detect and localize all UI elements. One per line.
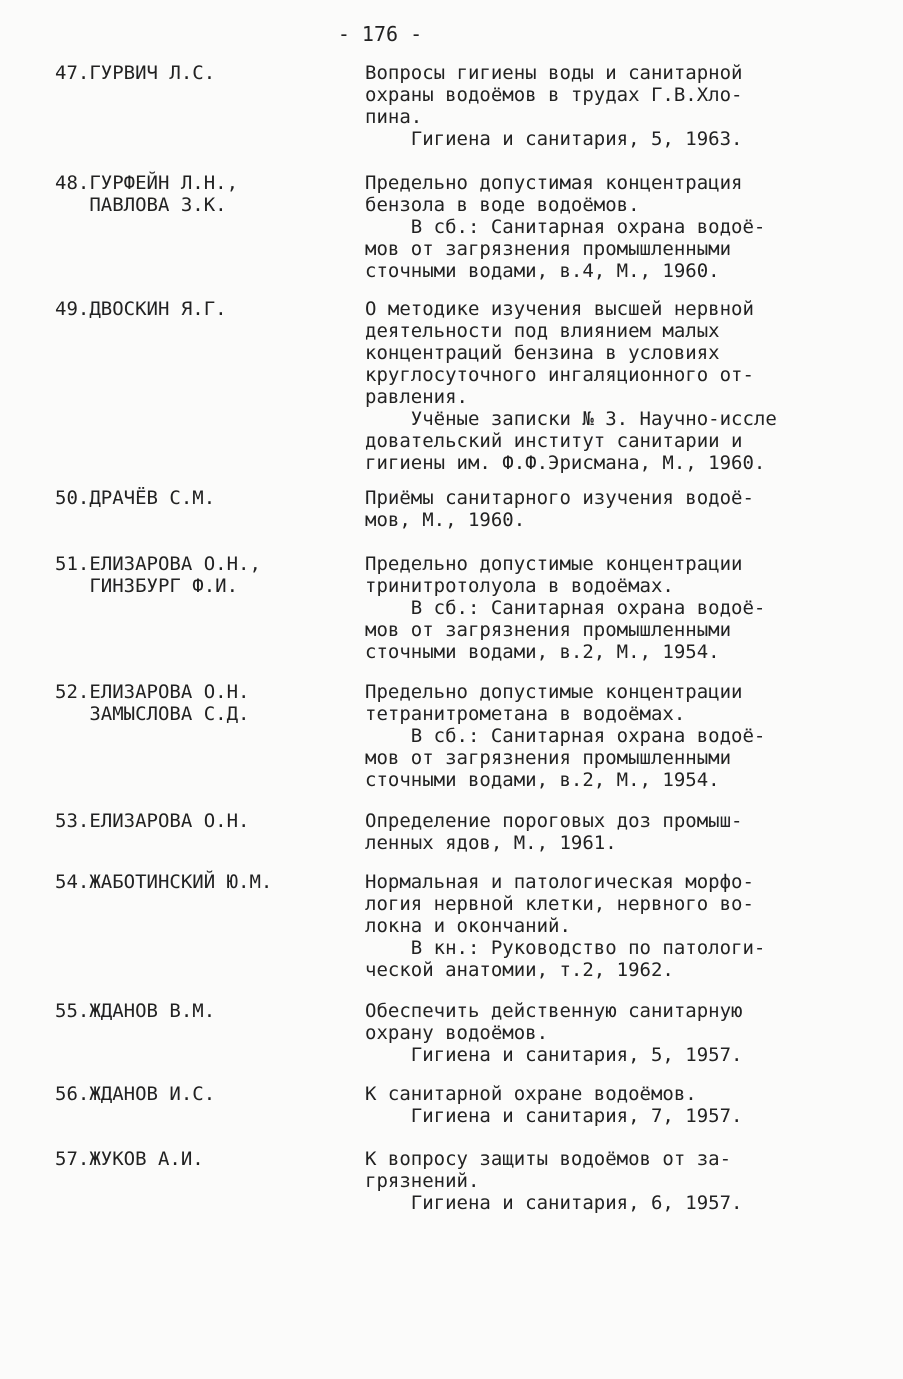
author-line: 49.ДВОСКИН Я.Г. bbox=[55, 298, 227, 320]
work-line: довательский институт санитарии и bbox=[365, 430, 743, 452]
work-line: мов от загрязнения промышленными bbox=[365, 747, 732, 769]
work-line: Предельно допустимые концентрации bbox=[365, 681, 743, 703]
entry-author bbox=[55, 1000, 355, 1022]
author-line: 56.ЖДАНОВ И.С. bbox=[55, 1083, 216, 1105]
work-line: Гигиена и санитария, 5, 1957. bbox=[365, 1044, 743, 1066]
work-line: сточными водами, в.2, М., 1954. bbox=[365, 769, 720, 791]
work-line: Приёмы санитарного изучения водоё- bbox=[365, 487, 754, 509]
entry-author bbox=[55, 681, 355, 725]
work-line: бензола в воде водоёмов. bbox=[365, 194, 640, 216]
entry-work bbox=[365, 298, 865, 474]
work-line: Предельно допустимая концентрация bbox=[365, 172, 743, 194]
work-line: Вопросы гигиены воды и санитарной bbox=[365, 62, 743, 84]
entry-author bbox=[55, 553, 355, 597]
author-line: 55.ЖДАНОВ В.М. bbox=[55, 1000, 216, 1022]
work-line: логия нервной клетки, нервного во- bbox=[365, 893, 754, 915]
author-line: 57.ЖУКОВ А.И. bbox=[55, 1148, 204, 1170]
entry-author bbox=[55, 62, 355, 84]
work-line: деятельности под влиянием малых bbox=[365, 320, 720, 342]
entry-work bbox=[365, 172, 865, 282]
work-line: гигиены им. Ф.Ф.Эрисмана, М., 1960. bbox=[365, 452, 766, 474]
entry-author bbox=[55, 1083, 355, 1105]
work-line: Гигиена и санитария, 6, 1957. bbox=[365, 1192, 743, 1214]
author-line: ПАВЛОВА З.К. bbox=[55, 194, 227, 216]
work-line: тетранитрометана в водоёмах. bbox=[365, 703, 686, 725]
work-line: концентраций бензина в условиях bbox=[365, 342, 720, 364]
entry-author bbox=[55, 871, 355, 893]
entry-work bbox=[365, 681, 865, 791]
work-line: Гигиена и санитария, 7, 1957. bbox=[365, 1105, 743, 1127]
work-line: Учёные записки № 3. Научно-иссле bbox=[365, 408, 777, 430]
work-line: Определение пороговых доз промыш- bbox=[365, 810, 743, 832]
entry-author bbox=[55, 487, 355, 509]
author-line: 51.ЕЛИЗАРОВА О.Н., bbox=[55, 553, 261, 575]
work-line: ческой анатомии, т.2, 1962. bbox=[365, 959, 674, 981]
entry-work bbox=[365, 487, 865, 531]
work-line: сточными водами, в.2, М., 1954. bbox=[365, 641, 720, 663]
entry-work bbox=[365, 62, 865, 150]
author-line: 53.ЕЛИЗАРОВА О.Н. bbox=[55, 810, 250, 832]
work-line: мов от загрязнения промышленными bbox=[365, 619, 732, 641]
work-line: охраны водоёмов в трудах Г.В.Хло- bbox=[365, 84, 743, 106]
author-line: ЗАМЫСЛОВА С.Д. bbox=[55, 703, 250, 725]
entry-work bbox=[365, 553, 865, 663]
work-line: тринитротолуола в водоёмах. bbox=[365, 575, 674, 597]
entry-work bbox=[365, 871, 865, 981]
work-line: В сб.: Санитарная охрана водоё- bbox=[365, 725, 766, 747]
work-line: Обеспечить действенную санитарную bbox=[365, 1000, 743, 1022]
work-line: Гигиена и санитария, 5, 1963. bbox=[365, 128, 743, 150]
work-line: Предельно допустимые концентрации bbox=[365, 553, 743, 575]
entry-author bbox=[55, 810, 355, 832]
page-number: - 176 - bbox=[337, 22, 423, 46]
entry-work bbox=[365, 810, 865, 854]
entry-author bbox=[55, 172, 355, 216]
author-line: 52.ЕЛИЗАРОВА О.Н. bbox=[55, 681, 250, 703]
entry-work bbox=[365, 1083, 865, 1127]
work-line: К санитарной охране водоёмов. bbox=[365, 1083, 697, 1105]
work-line: В кн.: Руководство по патологи- bbox=[365, 937, 766, 959]
entry-work bbox=[365, 1148, 865, 1214]
work-line: охрану водоёмов. bbox=[365, 1022, 549, 1044]
work-line: локна и окончаний. bbox=[365, 915, 571, 937]
entry-work bbox=[365, 1000, 865, 1066]
work-line: грязнений. bbox=[365, 1170, 480, 1192]
work-line: В сб.: Санитарная охрана водоё- bbox=[365, 597, 766, 619]
work-line: мов от загрязнения промышленными bbox=[365, 238, 732, 260]
author-line: ГИНЗБУРГ Ф.И. bbox=[55, 575, 239, 597]
work-line: Нормальная и патологическая морфо- bbox=[365, 871, 754, 893]
entry-author bbox=[55, 298, 355, 320]
work-line: мов, М., 1960. bbox=[365, 509, 526, 531]
work-line: О методике изучения высшей нервной bbox=[365, 298, 754, 320]
work-line: пина. bbox=[365, 106, 423, 128]
author-line: 48.ГУРФЕЙН Л.Н., bbox=[55, 172, 239, 194]
work-line: круглосуточного ингаляционного от- bbox=[365, 364, 754, 386]
work-line: К вопросу защиты водоёмов от за- bbox=[365, 1148, 732, 1170]
entry-author bbox=[55, 1148, 355, 1170]
author-line: 50.ДРАЧЁВ С.М. bbox=[55, 487, 216, 509]
work-line: ленных ядов, М., 1961. bbox=[365, 832, 617, 854]
author-line: 47.ГУРВИЧ Л.С. bbox=[55, 62, 216, 84]
work-line: сточными водами, в.4, М., 1960. bbox=[365, 260, 720, 282]
work-line: В сб.: Санитарная охрана водоё- bbox=[365, 216, 766, 238]
work-line: равления. bbox=[365, 386, 468, 408]
author-line: 54.ЖАБОТИНСКИЙ Ю.М. bbox=[55, 871, 273, 893]
